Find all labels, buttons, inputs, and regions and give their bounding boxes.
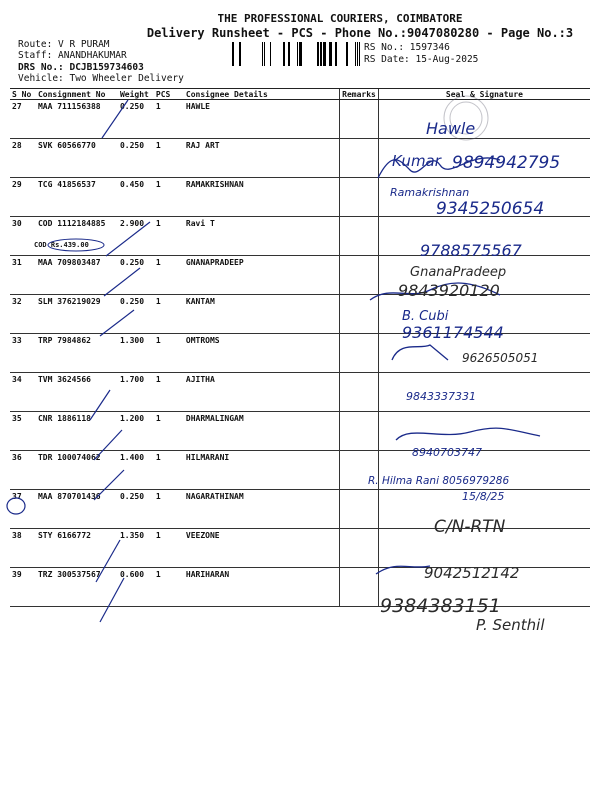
- cell-remarks: [340, 256, 379, 295]
- barcode-image: [232, 42, 360, 66]
- vehicle-text: Vehicle: Two Wheeler Delivery: [18, 73, 184, 84]
- cell-consignee: VEEZONE: [184, 529, 340, 568]
- cell-weight: 1.300: [118, 334, 154, 373]
- cell-signature: [378, 178, 590, 217]
- cell-pcs: 1: [154, 412, 184, 451]
- runsheet-table: [10, 88, 590, 607]
- cell-sno: 30: [10, 217, 36, 256]
- cell-sno: 34: [10, 373, 36, 412]
- cell-sno: 38: [10, 529, 36, 568]
- cell-consignee: HARIHARAN: [184, 568, 340, 607]
- cell-consignee: GNANAPRADEEP: [184, 256, 340, 295]
- cell-remarks: [340, 100, 379, 139]
- handwriting-p39: 9384383151: [380, 595, 501, 617]
- cell-consignment: CNR 1886118: [36, 412, 118, 451]
- cell-pcs: 1: [154, 100, 184, 139]
- cell-weight: 0.250: [118, 490, 154, 529]
- handwriting-p29: 9345250654: [436, 199, 545, 219]
- header-remarks: Remarks: [340, 89, 379, 100]
- table-row: [10, 295, 590, 334]
- cell-pcs: 1: [154, 178, 184, 217]
- rs-date: RS Date: 15-Aug-2025: [364, 54, 479, 65]
- cell-consignment: TVM 3624566: [36, 373, 118, 412]
- handwriting-p33: 9626505051: [462, 351, 539, 365]
- handwriting-p35: 8940703747: [412, 446, 482, 459]
- cell-pcs: 1: [154, 217, 184, 256]
- cell-consignment: TRP 7984862: [36, 334, 118, 373]
- cell-weight: 0.250: [118, 100, 154, 139]
- table-row: [10, 529, 590, 568]
- cell-consignee: OMTROMS: [184, 334, 340, 373]
- cell-remarks: [340, 139, 379, 178]
- cell-weight: 0.250: [118, 256, 154, 295]
- cell-weight: 1.350: [118, 529, 154, 568]
- drs-number: DRS No.: DCJB159734603: [18, 62, 144, 73]
- cell-pcs: 1: [154, 295, 184, 334]
- cell-signature: [378, 451, 590, 490]
- header-consignment: Consignment No: [36, 89, 118, 100]
- table-row: [10, 178, 590, 217]
- cell-consignee: Ravi T: [184, 217, 340, 256]
- handwriting-n29: Ramakrishnan: [390, 186, 470, 199]
- handwriting-p30: 9788575567: [420, 241, 522, 260]
- header-pcs: PCS: [154, 89, 184, 100]
- handwriting-n37: C/N-RTN: [434, 517, 506, 537]
- header-consignee: Consignee Details: [184, 89, 340, 100]
- cell-remarks: [340, 217, 379, 256]
- cell-pcs: 1: [154, 373, 184, 412]
- cell-weight: 1.400: [118, 451, 154, 490]
- table-header-row: [10, 89, 590, 100]
- cell-consignment: MAA 711156388: [36, 100, 118, 139]
- runsheet-subtitle: Delivery Runsheet - PCS - Phone No.:9047080280 - Page No.:3: [146, 26, 574, 40]
- handwriting-p28: 9894942795: [452, 153, 561, 173]
- table-row: [10, 451, 590, 490]
- table-row: [10, 412, 590, 451]
- cell-signature: [378, 373, 590, 412]
- handwriting-n31: GnanaPradeep: [410, 265, 507, 280]
- cell-sno: 39: [10, 568, 36, 607]
- table-row: [10, 334, 590, 373]
- handwriting-n39: P. Senthil: [476, 616, 545, 634]
- cell-weight: 0.600: [118, 568, 154, 607]
- cell-consignee: NAGARATHINAM: [184, 490, 340, 529]
- handwriting-n27: Hawle: [426, 119, 476, 138]
- cell-consignee: HILMARANI: [184, 451, 340, 490]
- handwriting-p32: 9361174544: [402, 323, 504, 342]
- table-row: [10, 373, 590, 412]
- cell-sno: 31: [10, 256, 36, 295]
- cell-remarks: [340, 178, 379, 217]
- handwriting-d36: 15/8/25: [462, 490, 505, 503]
- cell-sno: 35: [10, 412, 36, 451]
- cell-remarks: [340, 373, 379, 412]
- cell-consignee: KANTAM: [184, 295, 340, 334]
- table-row: [10, 568, 590, 607]
- cell-pcs: 1: [154, 451, 184, 490]
- staff-text: Staff: ANANDHAKUMAR: [18, 50, 127, 61]
- cell-pcs: 1: [154, 256, 184, 295]
- cell-consignment: STY 6166772: [36, 529, 118, 568]
- cell-signature: [378, 490, 590, 529]
- cell-consignee: AJITHA: [184, 373, 340, 412]
- cell-remarks: [340, 529, 379, 568]
- cell-signature: [378, 529, 590, 568]
- table-row: [10, 217, 590, 256]
- cell-pcs: 1: [154, 334, 184, 373]
- cell-consignee: RAJ ART: [184, 139, 340, 178]
- cell-sno: 29: [10, 178, 36, 217]
- cell-sno: 27: [10, 100, 36, 139]
- cell-remarks: [340, 295, 379, 334]
- cell-remarks: [340, 490, 379, 529]
- cell-weight: 1.700: [118, 373, 154, 412]
- cell-signature: [378, 139, 590, 178]
- table-row: [10, 256, 590, 295]
- cell-pcs: 1: [154, 568, 184, 607]
- handwriting-n32: B. Cubi: [402, 309, 449, 324]
- cell-remarks: [340, 451, 379, 490]
- cell-consignment: MAA 709803487: [36, 256, 118, 295]
- table-row: [10, 139, 590, 178]
- cell-signature: [378, 256, 590, 295]
- cell-sno: 37: [10, 490, 36, 529]
- table-row: [10, 100, 590, 139]
- cell-consignment: MAA 870701436: [36, 490, 118, 529]
- table-row: [10, 490, 590, 529]
- company-title: THE PROFESSIONAL COURIERS, COIMBATORE: [217, 12, 463, 25]
- route-text: Route: V R PURAM: [18, 39, 110, 50]
- cell-sno: 33: [10, 334, 36, 373]
- cell-consignment: SLM 376219029: [36, 295, 118, 334]
- handwriting-p34: 9843337331: [406, 390, 476, 403]
- cell-weight: 1.200: [118, 412, 154, 451]
- cell-signature: [378, 217, 590, 256]
- cell-signature: [378, 295, 590, 334]
- handwriting-n28: Kumar: [392, 152, 441, 170]
- cell-pcs: 1: [154, 529, 184, 568]
- header-weight: Weight: [118, 89, 154, 100]
- cell-consignee: DHARMALINGAM: [184, 412, 340, 451]
- cell-signature: [378, 334, 590, 373]
- header-signature: Seal & Signature: [378, 89, 590, 100]
- handwriting-n36: R. Hilma Rani 8056979286: [368, 475, 510, 487]
- cell-consignment: COD 1112184885: [36, 217, 118, 256]
- cell-weight: 2.900: [118, 217, 154, 256]
- cell-signature: [378, 100, 590, 139]
- cod-amount-note: COD Rs.439.00: [34, 241, 89, 249]
- cell-consignee: RAMAKRISHNAN: [184, 178, 340, 217]
- cell-weight: 0.250: [118, 295, 154, 334]
- cell-sno: 28: [10, 139, 36, 178]
- cell-signature: [378, 412, 590, 451]
- header-sno: S No: [10, 89, 36, 100]
- rs-number: RS No.: 1597346: [364, 42, 450, 53]
- cell-consignment: TCG 41856537: [36, 178, 118, 217]
- cell-consignment: SVK 60566770: [36, 139, 118, 178]
- cell-weight: 0.250: [118, 139, 154, 178]
- handwriting-p38: 9042512142: [424, 564, 520, 582]
- cell-remarks: [340, 568, 379, 607]
- cell-remarks: [340, 334, 379, 373]
- cell-consignment: TDR 100074062: [36, 451, 118, 490]
- cell-signature: [378, 568, 590, 607]
- cell-sno: 36: [10, 451, 36, 490]
- cell-sno: 32: [10, 295, 36, 334]
- handwriting-p31: 9843920120: [398, 281, 500, 300]
- cell-consignment: TRZ 300537567: [36, 568, 118, 607]
- cell-consignee: HAWLE: [184, 100, 340, 139]
- cell-pcs: 1: [154, 490, 184, 529]
- cell-weight: 0.450: [118, 178, 154, 217]
- cell-remarks: [340, 412, 379, 451]
- cell-pcs: 1: [154, 139, 184, 178]
